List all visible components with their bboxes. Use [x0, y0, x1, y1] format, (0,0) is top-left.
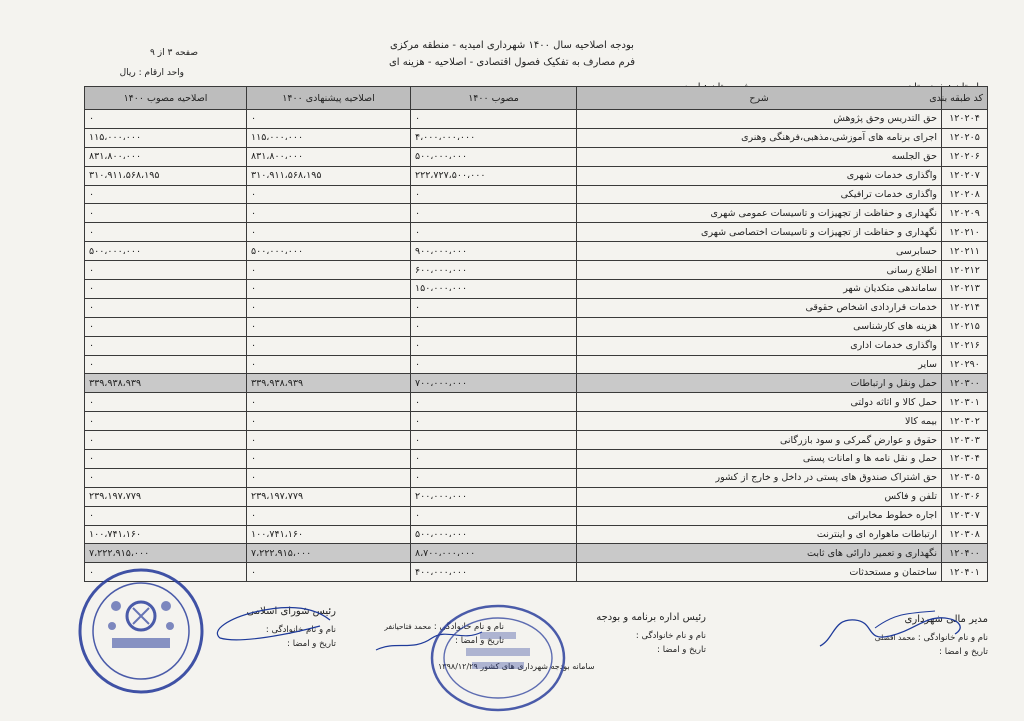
cell-description: حق اشتراک صندوق های پستی در داخل و خارج از کشور: [577, 468, 942, 487]
cell-proposed: ۰: [247, 506, 411, 525]
cell-approved: ۱۵۰،۰۰۰،۰۰۰: [411, 280, 577, 299]
cell-final: ۵۰۰،۰۰۰،۰۰۰: [85, 242, 247, 261]
table-row: [85, 525, 988, 544]
cell-code: ۱۲۰۳۰۰: [942, 374, 988, 393]
budget-table: [84, 86, 988, 582]
cell-code: ۱۲۰۳۰۴: [942, 450, 988, 469]
cell-description: واگذاری خدمات شهری: [577, 166, 942, 185]
cell-approved: ۰: [411, 298, 577, 317]
cell-final: ۰: [85, 185, 247, 204]
cell-proposed: ۵۰۰،۰۰۰،۰۰۰: [247, 242, 411, 261]
table-row: [85, 185, 988, 204]
table-header-row: [85, 87, 988, 110]
cell-code: ۱۲۰۴۰۰: [942, 544, 988, 563]
finance-date-label: تاریخ و امضا :: [939, 647, 988, 657]
finance-handwritten-signature: [815, 608, 975, 653]
cell-code: ۱۲۰۳۰۲: [942, 412, 988, 431]
cell-approved: ۷۰۰،۰۰۰،۰۰۰: [411, 374, 577, 393]
column-header-final: اصلاحیه مصوب ۱۴۰۰: [85, 87, 247, 110]
council-title: رئیس شورای اسلامی: [246, 606, 336, 617]
cell-description: حمل ونقل و ارتباطات: [577, 374, 942, 393]
cell-description: حق الجلسه: [577, 147, 942, 166]
cell-final: ۰: [85, 261, 247, 280]
table-row: [85, 298, 988, 317]
cell-description: نگهداری و حفاظت از تجهیزات و تاسیسات اختصاصی شهری: [577, 223, 942, 242]
cell-approved: ۴۰۰،۰۰۰،۰۰۰: [411, 563, 577, 582]
cell-proposed: ۰: [247, 223, 411, 242]
cell-approved: ۴،۰۰۰،۰۰۰،۰۰۰: [411, 128, 577, 147]
cell-proposed: ۰: [247, 261, 411, 280]
program-date-label: تاریخ و امضا :: [657, 645, 706, 655]
report-subtitle: فرم مصارف به تفکیک فصول اقتصادی - اصلاحیه - هزینه ای: [388, 57, 636, 68]
table-row: [85, 431, 988, 450]
table-row: [85, 223, 988, 242]
cell-approved: ۰: [411, 185, 577, 204]
cell-description: ارتباطات ماهواره ای و اینترنت: [577, 525, 942, 544]
cell-description: اجاره خطوط مخابراتی: [577, 506, 942, 525]
cell-final: ۰: [85, 506, 247, 525]
table-row: [85, 355, 988, 374]
cell-code: ۱۲۰۲۱۲: [942, 261, 988, 280]
cell-approved: ۸،۷۰۰،۰۰۰،۰۰۰: [411, 544, 577, 563]
cell-code: ۱۲۰۳۰۳: [942, 431, 988, 450]
cell-final: ۰: [85, 355, 247, 374]
cell-final: ۳۱۰،۹۱۱،۵۶۸،۱۹۵: [85, 166, 247, 185]
cell-code: ۱۲۰۲۰۴: [942, 110, 988, 129]
cell-code: ۱۲۰۲۱۱: [942, 242, 988, 261]
column-header-proposed: اصلاحیه پیشنهادی ۱۴۰۰: [247, 87, 411, 110]
table-row: [85, 544, 988, 563]
report-title: بودجه اصلاحیه سال ۱۴۰۰ شهرداری امیدیه - منطقه مرکزی: [390, 40, 634, 51]
cell-proposed: ۲۳۹،۱۹۷،۷۷۹: [247, 487, 411, 506]
cell-code: ۱۲۰۲۰۵: [942, 128, 988, 147]
cell-final: ۰: [85, 431, 247, 450]
cell-description: سایر: [577, 355, 942, 374]
cell-approved: ۰: [411, 450, 577, 469]
table-row: [85, 412, 988, 431]
cell-code: ۱۲۰۴۰۱: [942, 563, 988, 582]
cell-proposed: ۰: [247, 204, 411, 223]
cell-description: ساماندهی متکدیان شهر: [577, 280, 942, 299]
cell-code: ۱۲۰۲۱۰: [942, 223, 988, 242]
cell-final: ۰: [85, 450, 247, 469]
cell-description: واگذاری خدمات ترافیکی: [577, 185, 942, 204]
cell-proposed: ۳۳۹،۹۳۸،۹۳۹: [247, 374, 411, 393]
cell-code: ۱۲۰۳۰۶: [942, 487, 988, 506]
table-row: [85, 204, 988, 223]
cell-code: ۱۲۰۳۰۷: [942, 506, 988, 525]
cell-proposed: ۰: [247, 468, 411, 487]
cell-approved: ۰: [411, 468, 577, 487]
cell-description: حمل کالا و اثاثه دولتی: [577, 393, 942, 412]
cell-code: ۱۲۰۳۰۵: [942, 468, 988, 487]
table-row: [85, 261, 988, 280]
cell-proposed: ۸۳۱،۸۰۰،۰۰۰: [247, 147, 411, 166]
table-row: [85, 374, 988, 393]
program-budget-title: رئیس اداره برنامه و بودجه: [596, 612, 706, 623]
table-row: [85, 110, 988, 129]
cell-description: حقوق و عوارض گمرکی و سود بازرگانی: [577, 431, 942, 450]
mayor-name-label: نام و نام خانوادگی :: [433, 622, 504, 632]
program-budget-signature-block: [596, 612, 706, 657]
city-council-stamp-icon: [76, 566, 206, 696]
unit-label: واحد ارقام : ریال: [119, 68, 184, 78]
system-note: سامانه بودجه شهرداری های کشور ۱۳۹۸/۱۲/۲۹: [438, 662, 595, 671]
cell-code: ۱۲۰۲۱۳: [942, 280, 988, 299]
cell-approved: ۲۰۰،۰۰۰،۰۰۰: [411, 487, 577, 506]
page-number: صفحه ۳ از ۹: [150, 48, 198, 58]
cell-proposed: ۱۱۵،۰۰۰،۰۰۰: [247, 128, 411, 147]
table-row: [85, 336, 988, 355]
table-row: [85, 563, 988, 582]
cell-description: واگذاری خدمات اداری: [577, 336, 942, 355]
table-row: [85, 468, 988, 487]
table-row: [85, 317, 988, 336]
cell-code: ۱۲۰۳۰۸: [942, 525, 988, 544]
column-header-description: شرح: [577, 87, 942, 110]
cell-approved: ۶۰۰،۰۰۰،۰۰۰: [411, 261, 577, 280]
finance-manager-title: مدیر مالی شهرداری: [904, 614, 988, 625]
cell-final: ۷،۲۲۲،۹۱۵،۰۰۰: [85, 544, 247, 563]
table-row: [85, 393, 988, 412]
cell-proposed: ۰: [247, 563, 411, 582]
table-row: [85, 450, 988, 469]
cell-proposed: ۱۰۰،۷۴۱،۱۶۰: [247, 525, 411, 544]
cell-code: ۱۲۰۲۰۸: [942, 185, 988, 204]
table-body: [85, 110, 988, 582]
cell-final: ۰: [85, 223, 247, 242]
cell-final: ۳۳۹،۹۳۸،۹۳۹: [85, 374, 247, 393]
cell-proposed: ۰: [247, 317, 411, 336]
cell-approved: ۰: [411, 506, 577, 525]
cell-proposed: ۰: [247, 412, 411, 431]
cell-code: ۱۲۰۲۰۶: [942, 147, 988, 166]
cell-description: حمل و نقل نامه ها و امانات پستی: [577, 450, 942, 469]
finance-name-label: نام و نام خانوادگی :: [917, 633, 988, 643]
table-row: [85, 487, 988, 506]
cell-final: ۱۰۰،۷۴۱،۱۶۰: [85, 525, 247, 544]
table-row: [85, 166, 988, 185]
mayor-date-label: تاریخ و امضا :: [455, 636, 504, 646]
cell-code: ۱۲۰۲۱۶: [942, 336, 988, 355]
cell-final: ۲۳۹،۱۹۷،۷۷۹: [85, 487, 247, 506]
cell-proposed: ۰: [247, 110, 411, 129]
column-header-code: کد طبقه بندی: [942, 87, 988, 110]
cell-description: اطلاع رسانی: [577, 261, 942, 280]
cell-description: خدمات قراردادی اشخاص حقوقی: [577, 298, 942, 317]
cell-final: ۰: [85, 393, 247, 412]
cell-approved: ۰: [411, 393, 577, 412]
cell-approved: ۰: [411, 355, 577, 374]
cell-final: ۰: [85, 468, 247, 487]
cell-approved: ۰: [411, 317, 577, 336]
cell-final: ۰: [85, 563, 247, 582]
cell-approved: ۵۰۰،۰۰۰،۰۰۰: [411, 147, 577, 166]
cell-description: نگهداری و تعمیر دارائی های ثابت: [577, 544, 942, 563]
cell-code: ۱۲۰۲۱۵: [942, 317, 988, 336]
cell-proposed: ۰: [247, 298, 411, 317]
cell-final: ۸۳۱،۸۰۰،۰۰۰: [85, 147, 247, 166]
cell-description: هزینه های کارشناسی: [577, 317, 942, 336]
cell-approved: ۰: [411, 336, 577, 355]
cell-proposed: ۰: [247, 336, 411, 355]
mayor-name: محمد فتاحیانفر: [384, 622, 432, 631]
table-row: [85, 506, 988, 525]
cell-final: ۰: [85, 298, 247, 317]
cell-proposed: ۳۱۰،۹۱۱،۵۶۸،۱۹۵: [247, 166, 411, 185]
council-date-label: تاریخ و امضا :: [287, 639, 336, 649]
cell-code: ۱۲۰۳۰۱: [942, 393, 988, 412]
cell-final: ۰: [85, 204, 247, 223]
cell-approved: ۹۰۰،۰۰۰،۰۰۰: [411, 242, 577, 261]
cell-final: ۰: [85, 110, 247, 129]
cell-final: ۰: [85, 280, 247, 299]
table-row: [85, 147, 988, 166]
table-row: [85, 128, 988, 147]
cell-description: ساختمان و مستحدثات: [577, 563, 942, 582]
cell-code: ۱۲۰۲۱۴: [942, 298, 988, 317]
cell-approved: ۰: [411, 204, 577, 223]
cell-approved: ۲۲۲،۷۲۷،۵۰۰،۰۰۰: [411, 166, 577, 185]
cell-description: بیمه کالا: [577, 412, 942, 431]
table-row: [85, 242, 988, 261]
cell-description: حق التدریس وحق پژوهش: [577, 110, 942, 129]
column-header-approved: مصوب ۱۴۰۰: [411, 87, 577, 110]
cell-proposed: ۰: [247, 355, 411, 374]
cell-final: ۰: [85, 317, 247, 336]
cell-approved: ۰: [411, 223, 577, 242]
cell-description: حسابرسی: [577, 242, 942, 261]
cell-final: ۰: [85, 336, 247, 355]
cell-description: نگهداری و حفاظت از تجهیزات و تاسیسات عمومی شهری: [577, 204, 942, 223]
cell-code: ۱۲۰۲۹۰: [942, 355, 988, 374]
cell-proposed: ۰: [247, 393, 411, 412]
cell-code: ۱۲۰۲۰۹: [942, 204, 988, 223]
cell-proposed: ۰: [247, 185, 411, 204]
cell-final: ۱۱۵،۰۰۰،۰۰۰: [85, 128, 247, 147]
cell-code: ۱۲۰۲۰۷: [942, 166, 988, 185]
cell-approved: ۰: [411, 412, 577, 431]
council-handwritten-signature: [200, 600, 340, 645]
program-name-label: نام و نام خانوادگی :: [635, 631, 706, 641]
cell-description: اجرای برنامه های آموزشی،مذهبی،فرهنگی وهنری: [577, 128, 942, 147]
cell-approved: ۵۰۰،۰۰۰،۰۰۰: [411, 525, 577, 544]
cell-approved: ۰: [411, 110, 577, 129]
cell-proposed: ۰: [247, 280, 411, 299]
cell-approved: ۰: [411, 431, 577, 450]
finance-name: محمد افضلی: [874, 633, 916, 642]
table-row: [85, 280, 988, 299]
council-name-label: نام و نام خانوادگی :: [265, 625, 336, 635]
cell-proposed: ۰: [247, 431, 411, 450]
governorate-stamp-icon: [428, 602, 568, 714]
cell-proposed: ۰: [247, 450, 411, 469]
cell-final: ۰: [85, 412, 247, 431]
cell-description: تلفن و فاکس: [577, 487, 942, 506]
cell-proposed: ۷،۲۲۲،۹۱۵،۰۰۰: [247, 544, 411, 563]
